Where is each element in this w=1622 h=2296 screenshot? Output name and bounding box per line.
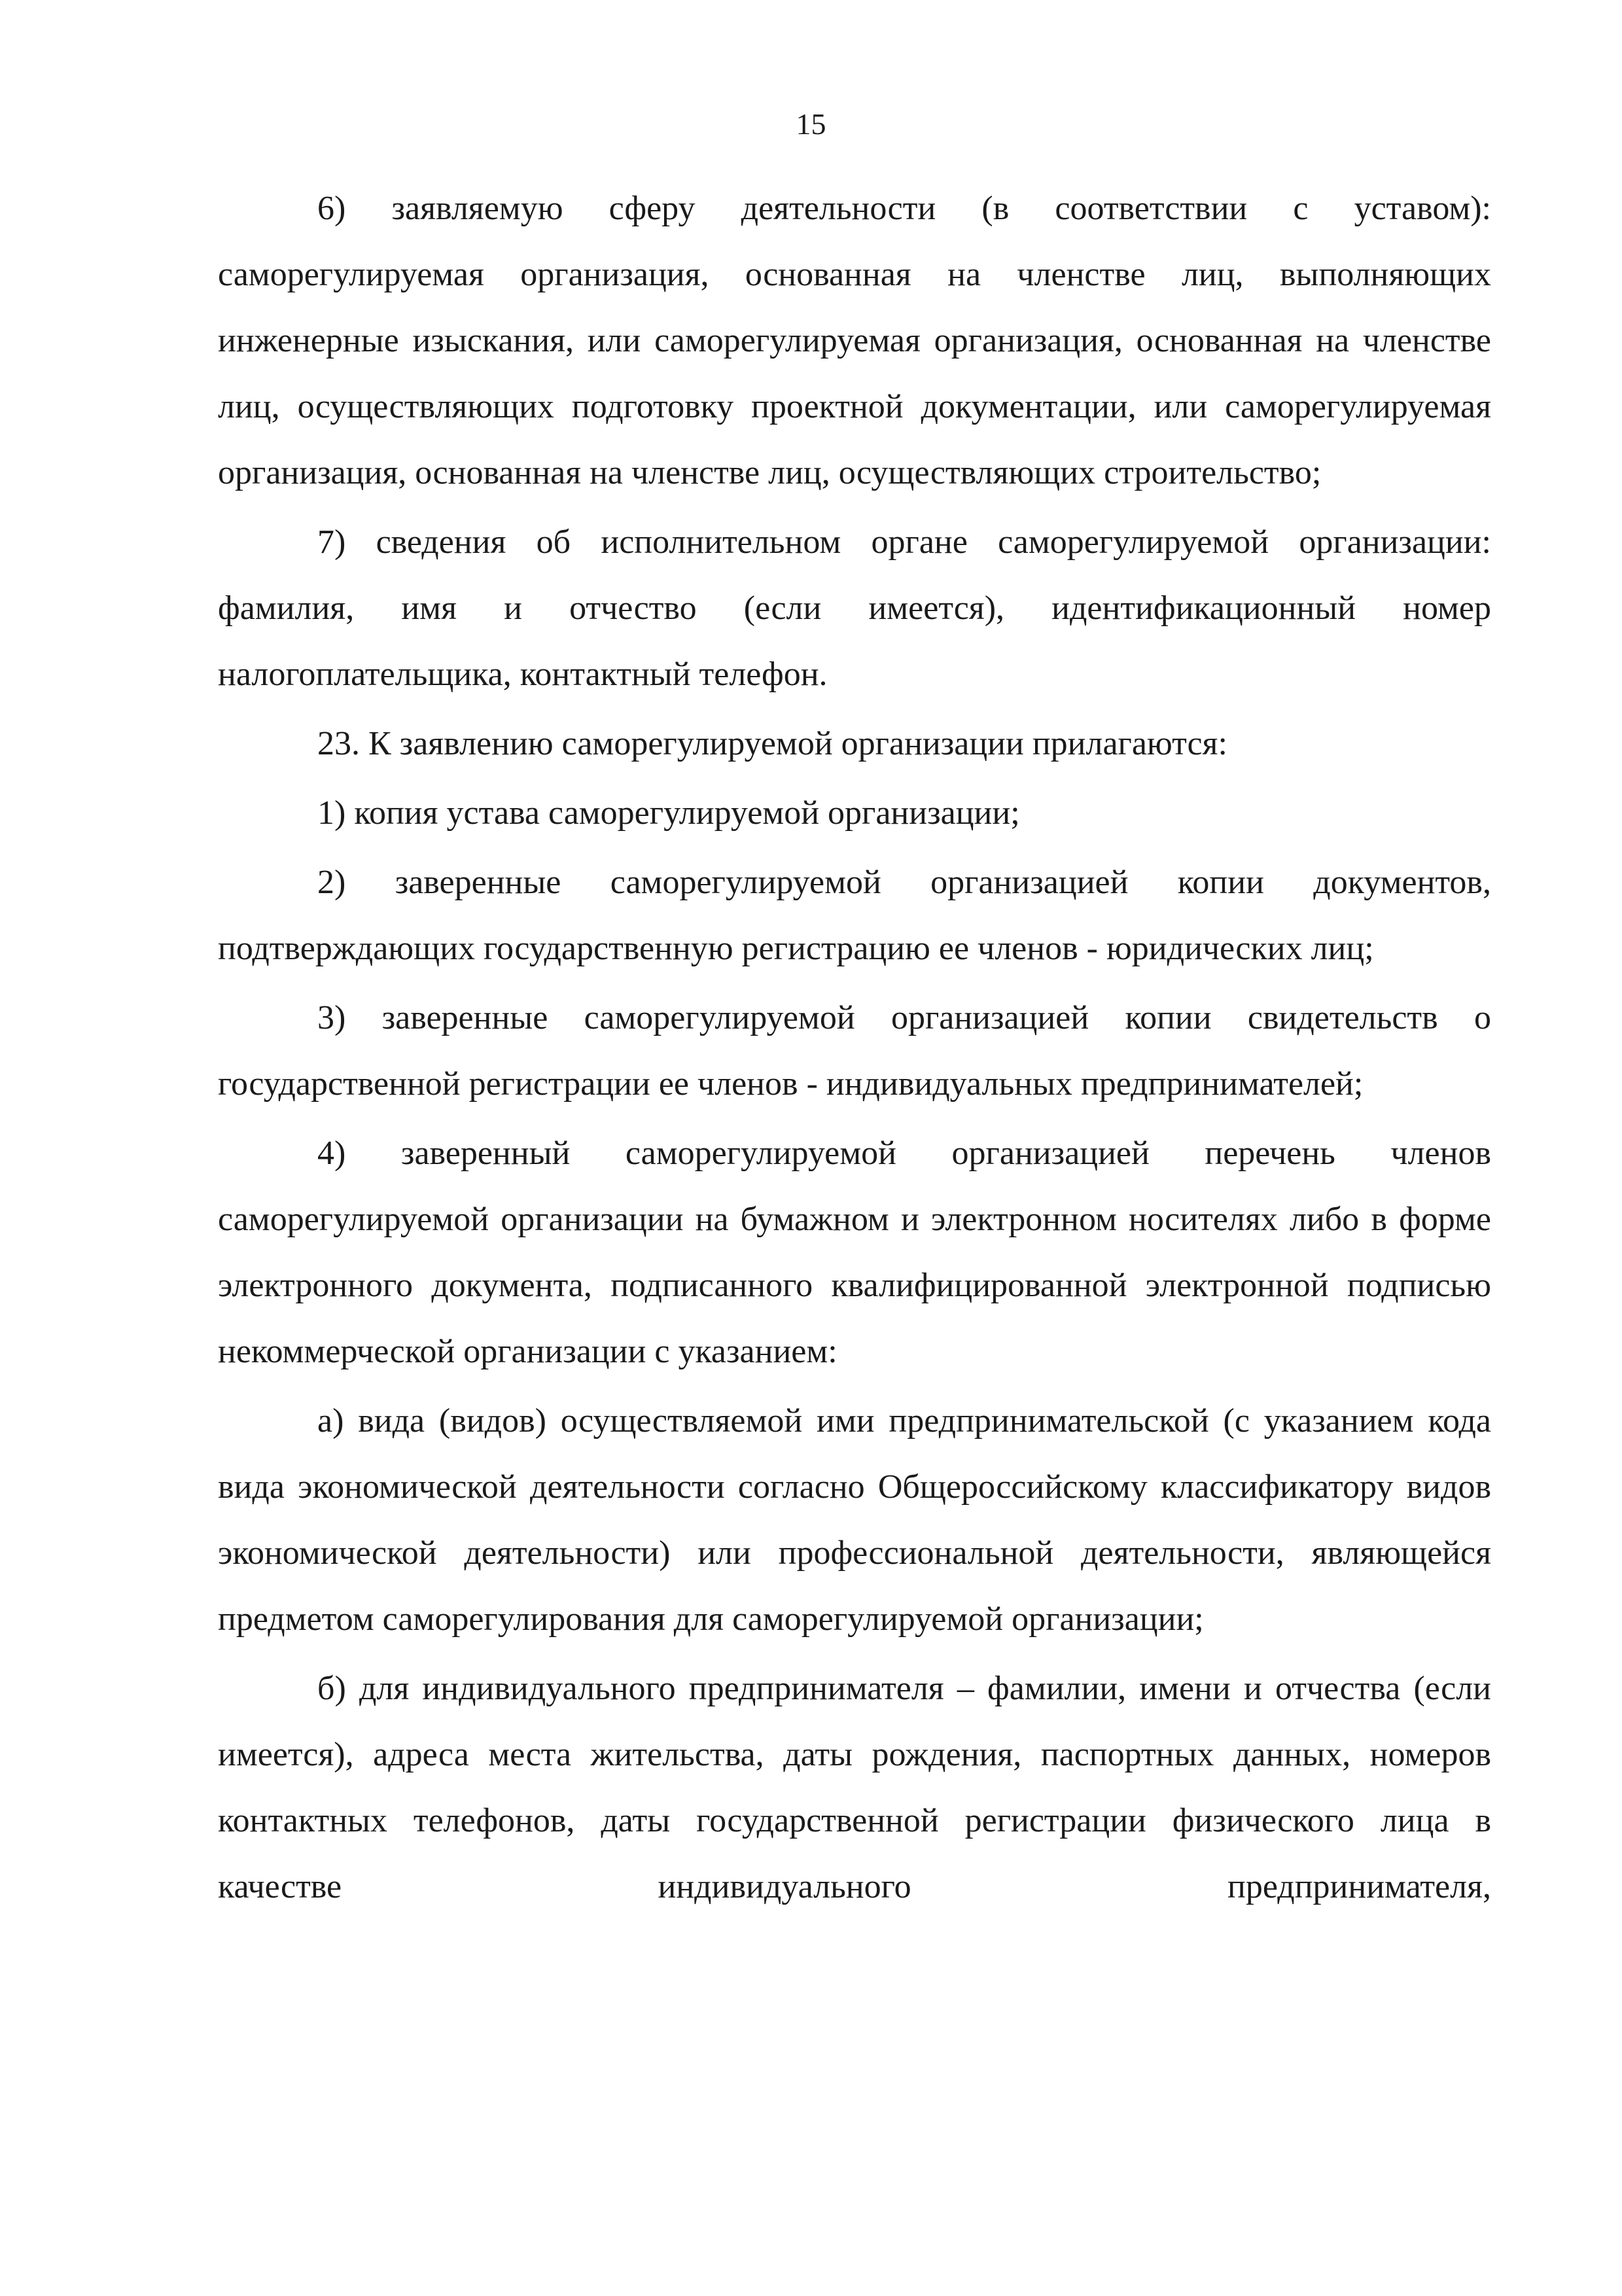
paragraph-subitem-b: б) для индивидуального предпринимателя – фамилии, имени и отчества (если имеется), адреса места жительства, даты рождения, паспортных данных, номеров контактных телефонов, даты государственной регистрации физического лица в качестве индивидуального предпринимателя, xyxy=(218,1670,1491,1905)
paragraph-section-23: 23. К заявлению саморегулируемой организации прилагаются: xyxy=(317,725,1227,762)
page-number: 15 xyxy=(796,107,826,141)
paragraph-item-4: 4) заверенный саморегулируемой организацией перечень членов саморегулируемой организации на бумажном и электронном носителях либо в форме электронного документа, подписанного квалифицированной электронной подписью некоммерческой организации с указанием: xyxy=(218,1135,1491,1370)
paragraph-item-7: 7) сведения об исполнительном органе саморегулируемой организации: фамилия, имя и отчество (если имеется), идентификационный номер налогоплательщика, контактный телефон. xyxy=(218,523,1491,693)
paragraph-item-3: 3) заверенные саморегулируемой организацией копии свидетельств о государственной регистрации ее членов - индивидуальных предпринимателей; xyxy=(218,999,1491,1103)
paragraph-item-2: 2) заверенные саморегулируемой организацией копии документов, подтверждающих государственную регистрацию ее членов - юридических лиц; xyxy=(218,864,1491,967)
paragraph-item-6: 6) заявляемую сферу деятельности (в соответствии с уставом): саморегулируемая организация, основанная на членстве лиц, выполняющих инженерные изыскания, или саморегулируемая организация, основанная на членстве лиц, осуществляющих подготовку проектной документации, или саморегулируемая организация, основанная на членстве лиц, осуществляющих строительство; xyxy=(218,190,1491,491)
document-body xyxy=(218,175,1491,1923)
paragraph-subitem-a: а) вида (видов) осуществляемой ими предпринимательской (с указанием кода вида экономической деятельности согласно Общероссийскому классификатору видов экономической деятельности) или профессиональной деятельности, являющейся предметом саморегулирования для саморегулируемой организации; xyxy=(218,1402,1491,1638)
paragraph-item-1: 1) копия устава саморегулируемой организации; xyxy=(317,794,1020,832)
